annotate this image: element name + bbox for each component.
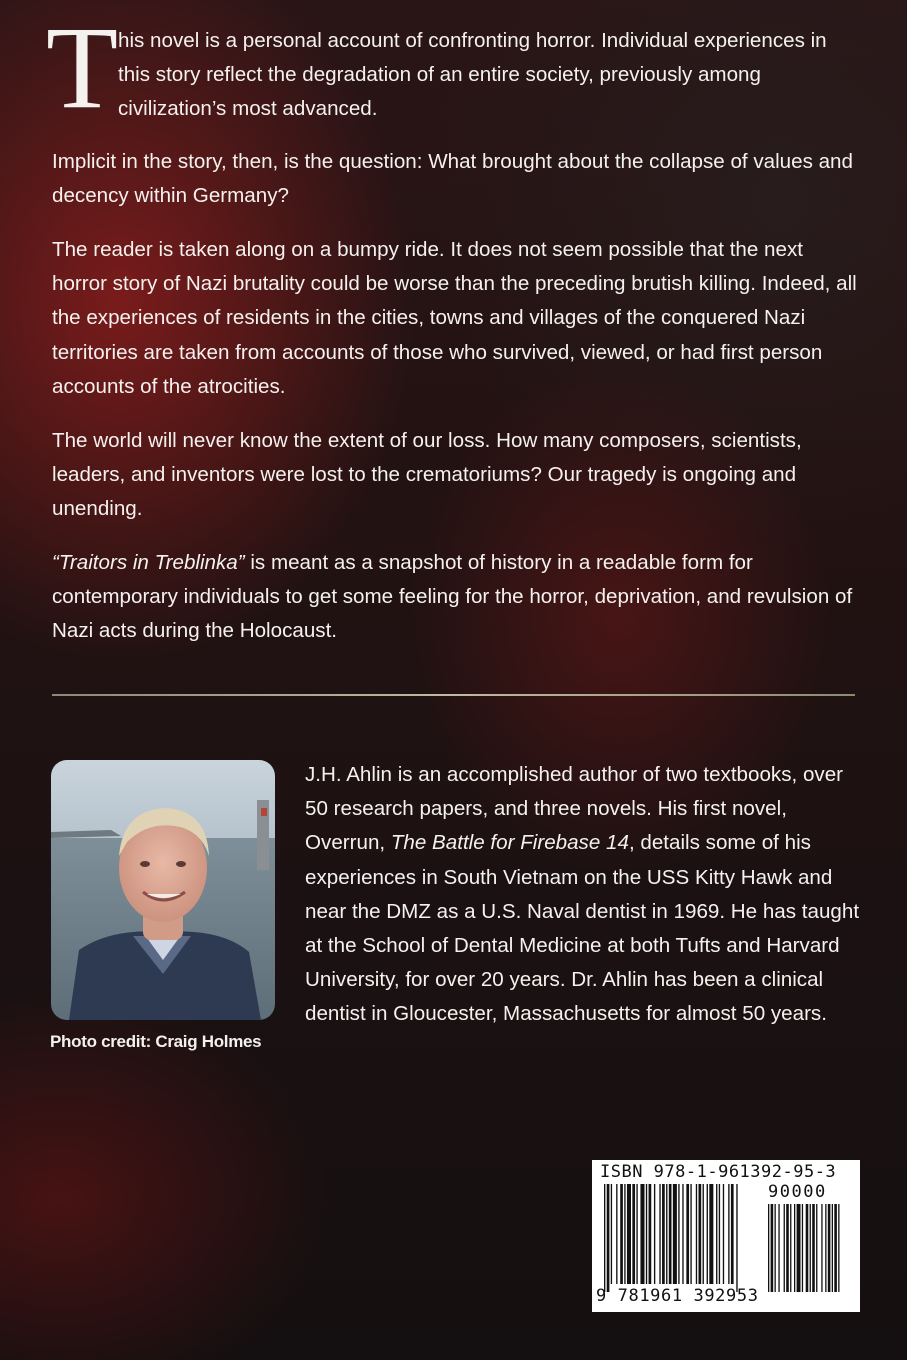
blurb-paragraph-2: Implicit in the story, then, is the question: What brought about the collapse of values and decency within Germany? — [52, 150, 853, 208]
drop-cap: T — [46, 2, 119, 133]
blurb-paragraph-5-text: is meant as a snapshot of history in a readable form for contemporary individuals to get some feeling for the horror, deprivation, and revulsion of Nazi acts during the Holocaust. — [52, 551, 853, 643]
addon-bar — [802, 1204, 803, 1292]
barcode-bar — [673, 1184, 677, 1284]
barcode-bar — [716, 1184, 717, 1284]
addon-bar — [771, 1204, 774, 1292]
divider-rule — [52, 694, 855, 696]
addon-bar — [834, 1204, 837, 1292]
barcode-bar — [707, 1184, 708, 1284]
barcode-bar — [723, 1184, 724, 1284]
barcode-bar — [703, 1184, 704, 1284]
barcode-bar — [620, 1184, 623, 1284]
addon-bar — [832, 1204, 833, 1292]
addon-bar — [794, 1204, 795, 1292]
barcode-bar — [604, 1184, 605, 1292]
barcode-bar — [654, 1184, 655, 1284]
barcode-bar — [736, 1184, 737, 1292]
addon-bar — [816, 1204, 817, 1292]
barcode-bar — [686, 1184, 689, 1284]
addon-bar — [778, 1204, 779, 1292]
barcode-bar — [649, 1184, 652, 1284]
barcode-bar — [669, 1184, 672, 1284]
addon-bar — [786, 1204, 789, 1292]
barcode-bar — [646, 1184, 647, 1284]
addon-bar — [825, 1204, 826, 1292]
addon-bar — [810, 1204, 811, 1292]
barcode-bar — [709, 1184, 713, 1284]
barcode-bar — [632, 1184, 635, 1284]
addon-bar — [797, 1204, 801, 1292]
addon-bar — [768, 1204, 769, 1292]
barcode-bar — [624, 1184, 625, 1284]
blurb-paragraph-3: The reader is taken along on a bumpy ride. It does not seem possible that the next horror story of Nazi brutality could be worse than the preceding brutish killing. Indeed, all the experiences of residents in the cities, towns and villages of the conquered Nazi territories are taken from accounts of those who survived, viewed, or had first person accounts of the atrocities. — [52, 238, 857, 398]
barcode-bar — [731, 1184, 734, 1284]
barcode-bar — [699, 1184, 702, 1284]
barcode-bar — [640, 1184, 644, 1284]
novel-title: The Battle for Firebase 14 — [390, 831, 629, 855]
barcode-bar — [607, 1184, 610, 1292]
addon-bar — [790, 1204, 791, 1292]
barcode-bar — [662, 1184, 665, 1284]
addon-bar — [838, 1204, 839, 1292]
price-code: 90000 — [768, 1182, 827, 1202]
author-portrait-illustration — [51, 760, 275, 1020]
isbn-barcode — [592, 1160, 860, 1312]
book-title: “Traitors in Treblinka” — [52, 551, 245, 574]
blurb-paragraph-1: his novel is a personal account of confronting horror. Individual experiences in this story reflect the degradation of an entire society, previously among civilization’s most advanced. — [118, 29, 827, 121]
barcode-bar — [636, 1184, 637, 1284]
addon-bar — [784, 1204, 785, 1292]
blurb-paragraph-4: The world will never know the extent of our loss. How many composers, scientists, leaders, and inventors were lost to the crematoriums? Our tragedy is ongoing and unending. — [52, 429, 802, 521]
author-bio — [305, 758, 865, 1032]
blurb-paragraph-5 — [52, 546, 860, 649]
isbn-label: ISBN 978-1-961392-95-3 — [600, 1162, 837, 1182]
barcode-bar — [690, 1184, 691, 1284]
author-bio-text-1: J.H. Ahlin is an accomplished author of two textbooks, over 50 research papers, and three novels. His first novel, Overrun, — [305, 763, 844, 855]
barcode-bar — [682, 1184, 683, 1284]
barcode-bar — [666, 1184, 667, 1284]
author-photo — [51, 760, 275, 1020]
barcode-bar — [678, 1184, 679, 1284]
addon-bar — [812, 1204, 815, 1292]
barcode-bar — [728, 1184, 729, 1284]
addon-bar — [806, 1204, 809, 1292]
addon-bar — [828, 1204, 831, 1292]
ean-digits: 9 781961 392953 — [596, 1286, 759, 1306]
addon-bar — [821, 1204, 822, 1292]
barcode-bar — [659, 1184, 660, 1284]
barcode-bar — [616, 1184, 617, 1284]
author-bio-text-2: , details some of his experiences in South Vietnam on the USS Kitty Hawk and near the DMZ as a U.S. Naval dentist in 1969. He has taught at the School of Dental Medicine at both Tufts and Harvard University, for over 20 years. Dr. Ahlin has been a clinical dentist in Gloucester, Massachusetts for almost 50 years. — [305, 831, 860, 1026]
photo-credit: Photo credit: Craig Holmes — [50, 1032, 262, 1051]
barcode-bar — [611, 1184, 612, 1284]
barcode-bar — [696, 1184, 697, 1284]
addon-bar — [775, 1204, 776, 1292]
barcode-bar — [719, 1184, 720, 1284]
barcode-bar — [627, 1184, 631, 1284]
